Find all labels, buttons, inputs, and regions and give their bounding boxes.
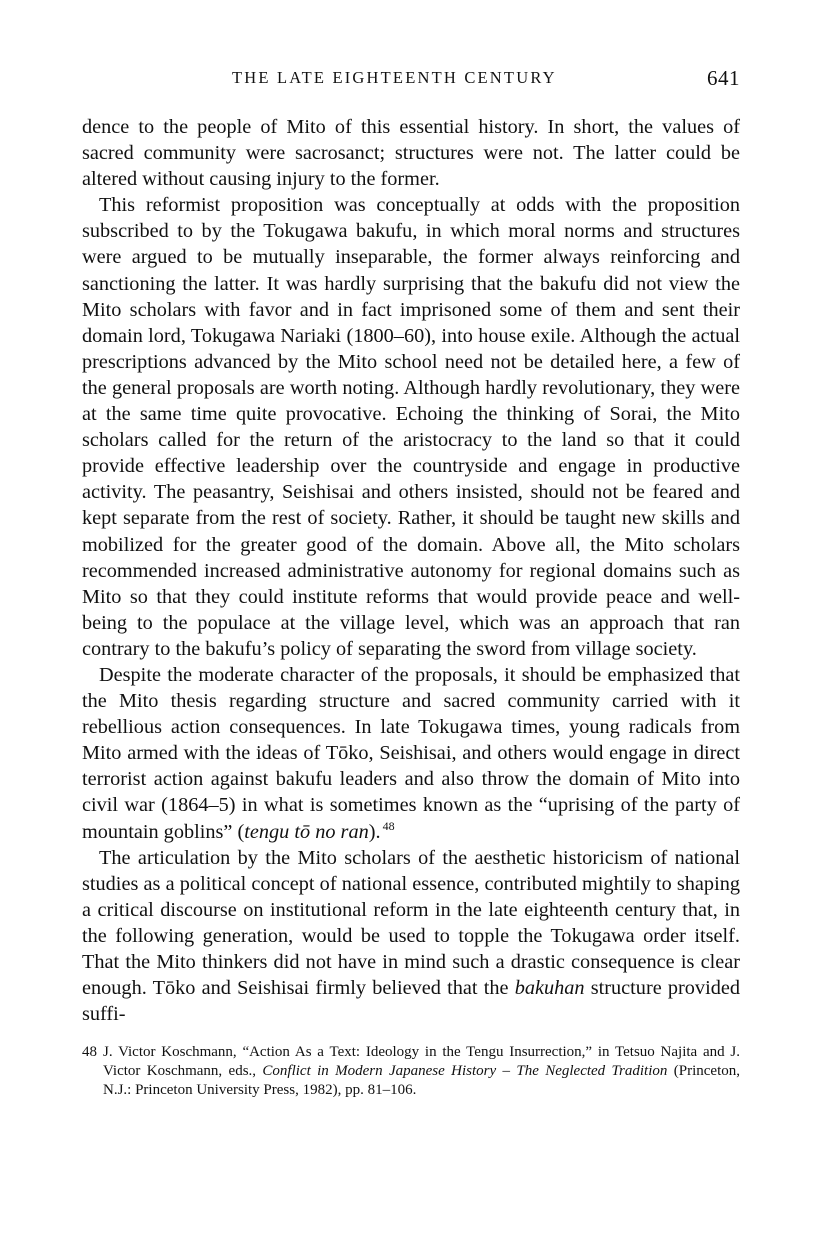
footnote-text: (Princeton, N.J.: Princeton University Press, 1982), pp. 81–106. [103, 1063, 740, 1099]
paragraph-text: The articulation by the Mito scholars of the aesthetic historicism of national studies as a political concept of national essence, contributed mightily to shaping a critical discourse on institutional reform in the late eighteenth century that, in the following generation, would be used to topple the Tokugawa order itself. That the Mito thinkers did not have in mind such a drastic consequence is clear enough. Tōko and Seishisai firmly believed that the [82, 846, 740, 1000]
footnote-text: J. Victor Koschmann, “Action As a Text: Ideology in the Tengu Insurrection,” in Tetsuo Najita and J. Victor Koschmann, eds., [103, 1044, 740, 1080]
running-header [82, 62, 740, 102]
paragraph-text: dence to the people of Mito of this essential history. In short, the values of sacred community were sacrosanct; structures were not. The latter could be altered without causing injury to the former. [82, 116, 740, 191]
paragraph-articulation [82, 845, 740, 1028]
footnotes [82, 1043, 740, 1100]
paragraph-text: ). [368, 820, 381, 843]
paragraph-rebellious-consequences [82, 662, 740, 845]
paragraph-text: This reformist proposition was conceptually at odds with the proposition subscribed to by the Tokugawa bakufu, in which moral norms and structures were argued to be mutually inseparable, the former always reinforcing and sanctioning the latter. It was hardly surprising that the bakufu did not view the Mito scholars with favor and in fact imprisoned some of them and sent their domain lord, Tokugawa Nariaki (1800–60), into house exile. Although the actual prescriptions advanced by the Mito school need not be detailed here, a few of the general proposals are worth noting. Although hardly revolutionary, they were at the same time quite provocative. Echoing the thinking of Sorai, the Mito scholars called for the return of the aristocracy to the land so that it could provide effective leadership over the countryside and engage in productive activity. The peasantry, Seishisai and others insisted, should not be feared and kept separate from the rest of society. Rather, it should be taught new skills and mobilized for the greater good of the domain. Above all, the Mito scholars recommended increased administrative autonomy for regional domains such as Mito so that they could institute reforms that would provide peace and well-being to the populace at the village level, which was an approach that ran contrary to the bakufu’s policy of separating the sword from village society. [82, 194, 740, 660]
paragraph-text: Despite the moderate character of the proposals, it should be emphasized that the Mito thesis regarding structure and sacred community carried with it rebellious action consequences. In late Tokugawa times, young radicals from Mito armed with the ideas of Tōko, Seishisai, and others would engage in direct terrorist action against bakufu leaders and also throw the domain of Mito into civil war (1864–5) in what is sometimes known as the “uprising of the party of mountain goblins” ( [82, 663, 740, 843]
paragraph-continued [82, 114, 740, 192]
paragraph-reformist-proposition [82, 192, 740, 662]
paragraph-text: structure provided suffi- [82, 977, 740, 1026]
italic-term: bakuhan [514, 977, 585, 1000]
footnote-reference: 48 [382, 818, 395, 833]
footnote-48 [82, 1043, 740, 1100]
body-text [82, 114, 740, 1027]
running-title: THE LATE EIGHTEENTH CENTURY [232, 68, 557, 87]
page-number: 641 [707, 66, 740, 90]
footnote-italic-title: Conflict in Modern Japanese History – The Neglected Tradition [262, 1063, 668, 1080]
footnote-number: 48 [82, 1044, 97, 1061]
italic-term: tengu tō no ran [244, 820, 369, 843]
book-page [82, 62, 740, 1100]
